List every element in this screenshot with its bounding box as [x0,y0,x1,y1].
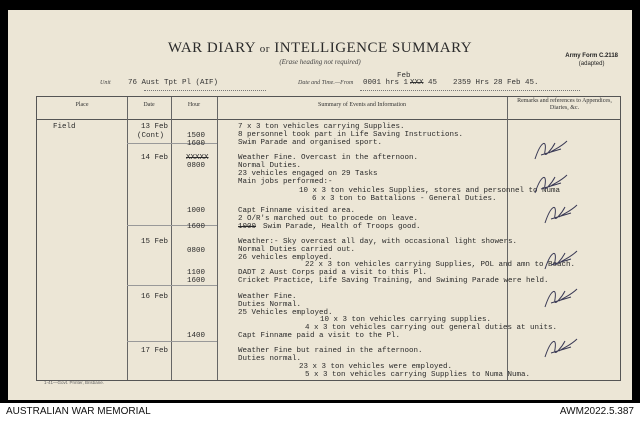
date-13-feb: 13 Feb [141,123,169,131]
summary-line: Weather:- Sky overcast all day, with occasional light showers. [238,238,518,246]
date-17-feb: 17 Feb [141,347,169,355]
hour: 0800 [187,162,206,170]
hour: 1000 [187,207,206,215]
hour: 1600 [187,140,206,148]
archive-reference: AWM2022.5.387 [559,406,634,417]
summary-struck: 1000 [238,223,257,231]
summary-line: 25 Vehicles employed. [238,309,333,317]
summary-line: Swim Parade, Health of Troops good. [263,223,421,231]
summary-line: 23 vehicles engaged on 29 Tasks [238,170,378,178]
summary-line: Weather Fine but rained in the afternoon. [238,347,423,355]
summary-line: 10 x 3 ton vehicles Supplies, stores and personnel to Numa [299,187,561,195]
hour: 1500 [187,132,206,140]
unit-value: 76 Aust Tpt Pl (AIF) [128,79,219,87]
printer-note: 1-41—Govt. Printer, Brisbane. [44,380,105,385]
diary-sheet [8,10,632,400]
archive-name: AUSTRALIAN WAR MEMORIAL [6,406,151,417]
summary-line: 4 x 3 ton vehicles carrying out general duties at units. [305,324,558,332]
date-15-feb: 15 Feb [141,238,169,246]
hour: 0800 [187,247,206,255]
initials-signature [541,285,581,313]
caption-bar [0,403,640,421]
summary-line: 8 personnel took part in Life Saving Instructions. [238,131,464,139]
summary-line: Cricket Practice, Life Saving Training, and Swiming Parade were held. [238,277,549,285]
summary-line: 26 vehicles employed. [238,254,333,262]
initials-signature [531,137,571,165]
summary-line: Capt Finname visited area. [238,207,356,215]
hour: 1100 [187,269,206,277]
summary-line: 22 x 3 ton vehicles carrying Supplies, POL and amn to Beach. [305,261,576,269]
summary-line: Weather Fine. Overcast in the afternoon. [238,154,419,162]
summary-line: 5 x 3 ton vehicles carrying Supplies to Numa Numa. [305,371,531,379]
summary-line: DADT 2 Aust Corps paid a visit to this Pl. [238,269,428,277]
hour-struck: XXXXX [186,154,209,162]
summary-line: Capt Finname paid a visit to the Pl. [238,332,401,340]
unit-row: Unit 76 Aust Tpt Pl (AIF) Date and Time.—From 0001 hrs 1 XXX 45 2359 Hrs 28 Feb 45. [100,79,539,87]
form-subtitle: (Erase heading not required) [279,58,361,66]
summary-line: Duties normal. [238,355,302,363]
summary-line: 23 x 3 ton vehicles were employed. [299,363,453,371]
date-14-feb: 14 Feb [141,154,169,162]
hour: 1400 [187,332,206,340]
initials-signature [541,201,581,229]
initials-signature [541,335,581,363]
table-header: Place Date Hour Summary of Events and Information Remarks and references to Appendices, Diaries, &c. [37,97,620,120]
hour: 1600 [187,223,206,231]
summary-line: 7 x 3 ton vehicles carrying Supplies. [238,123,405,131]
army-form-label: Army Form C.2118 (adapted) [565,53,618,67]
summary-line: Main jobs performed:- [238,178,333,186]
summary-line: 10 x 3 ton vehicles carrying supplies. [320,316,492,324]
summary-line: Duties Normal. [238,301,302,309]
datetime-feb: Feb [397,72,411,80]
initials-signature [541,247,581,275]
summary-line: 2 O/R's marched out to procede on leave. [238,215,419,223]
summary-line: Normal Duties. [238,162,302,170]
summary-line: 6 x 3 ton to Battalions - General Duties. [312,195,497,203]
summary-line: Normal Duties carried out. [238,246,356,254]
summary-line: Swim Parade and organised sport. [238,139,383,147]
place-field: Field [53,123,76,131]
summary-line: Weather Fine. [238,293,297,301]
date-13-cont: (Cont) [137,132,165,140]
initials-signature [531,171,571,199]
form-title: WAR DIARY or INTELLIGENCE SUMMARY [167,40,473,56]
diary-table [36,96,621,381]
date-16-feb: 16 Feb [141,293,169,301]
hour: 1600 [187,277,206,285]
